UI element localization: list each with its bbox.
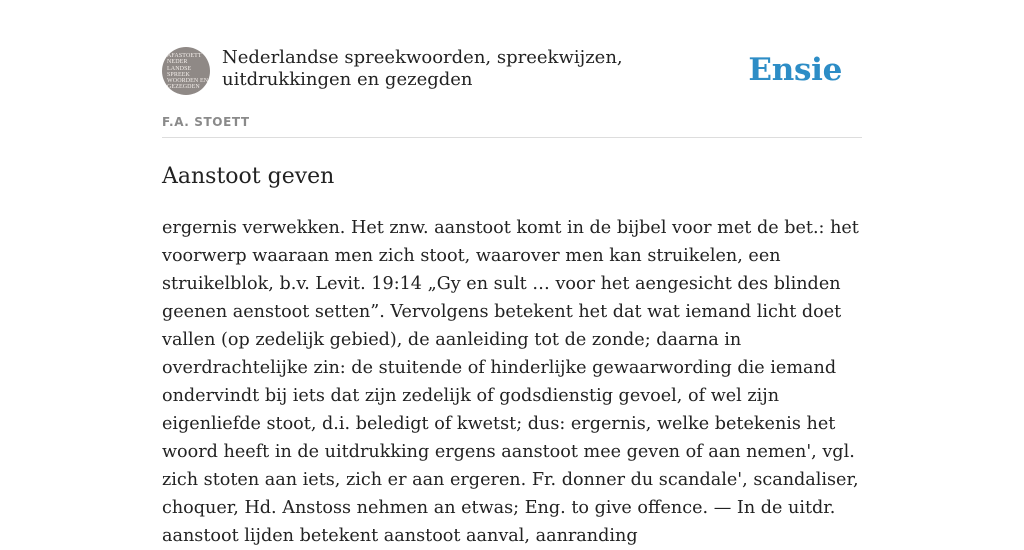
page-header [162,44,862,100]
cover-text-line: LANDSE [167,65,192,72]
cover-text-line: WOORDEN EN [167,78,209,85]
author-name: F.A. STOETT [162,115,250,129]
header-divider [162,137,862,138]
entry-headword: Aanstoot geven [162,164,335,189]
ensie-logo[interactable]: Ensie [748,52,842,88]
book-title-link[interactable]: Nederlandse spreekwoorden, spreekwijzen, uitdrukkingen en gezegden [222,47,623,90]
cover-text-line: NEDER [167,59,188,66]
cover-text-line: AFASTOETT [167,53,202,59]
entry-definition: ergernis verwekken. Het znw. aanstoot komt in de bijbel voor met de bet.: het voorwerp waaraan men zich stoot, waarover men kan struikelen, een struikelblok, b.v. Levit. 19:14 „Gy en sult … voor het aengesicht des blinden geenen aenstoot setten”. Vervolgens betekent het dat wat iemand licht doet vallen (op zedelijk gebied), de aanleiding tot de zonde; daarna in overdrachtelijke zin: de stuitende of hinderlijke gewaarwording die iemand ondervindt bij iets dat zijn zedelijk of godsdienstig gevoel, of wel zijn eigenliefde stoot, d.i. beledigt of kwetst; dus: ergernis, welke betekenis het woord heeft in de uitdrukking ergens aanstoot mee geven of aan nemen', vgl. zich stoten aan iets, zich er aan ergeren. Fr. donner du scandale', scandaliser, choquer, Hd. Anstoss nehmen an etwas; Eng. to give offence. — In de uitdr. aanstoot lijden betekent aanstoot aanval, aanranding [162,218,859,546]
cover-text-line: GEZEGDEN [167,84,200,91]
cover-text-line: SPREEK [167,71,190,78]
book-cover-avatar[interactable] [162,47,210,95]
